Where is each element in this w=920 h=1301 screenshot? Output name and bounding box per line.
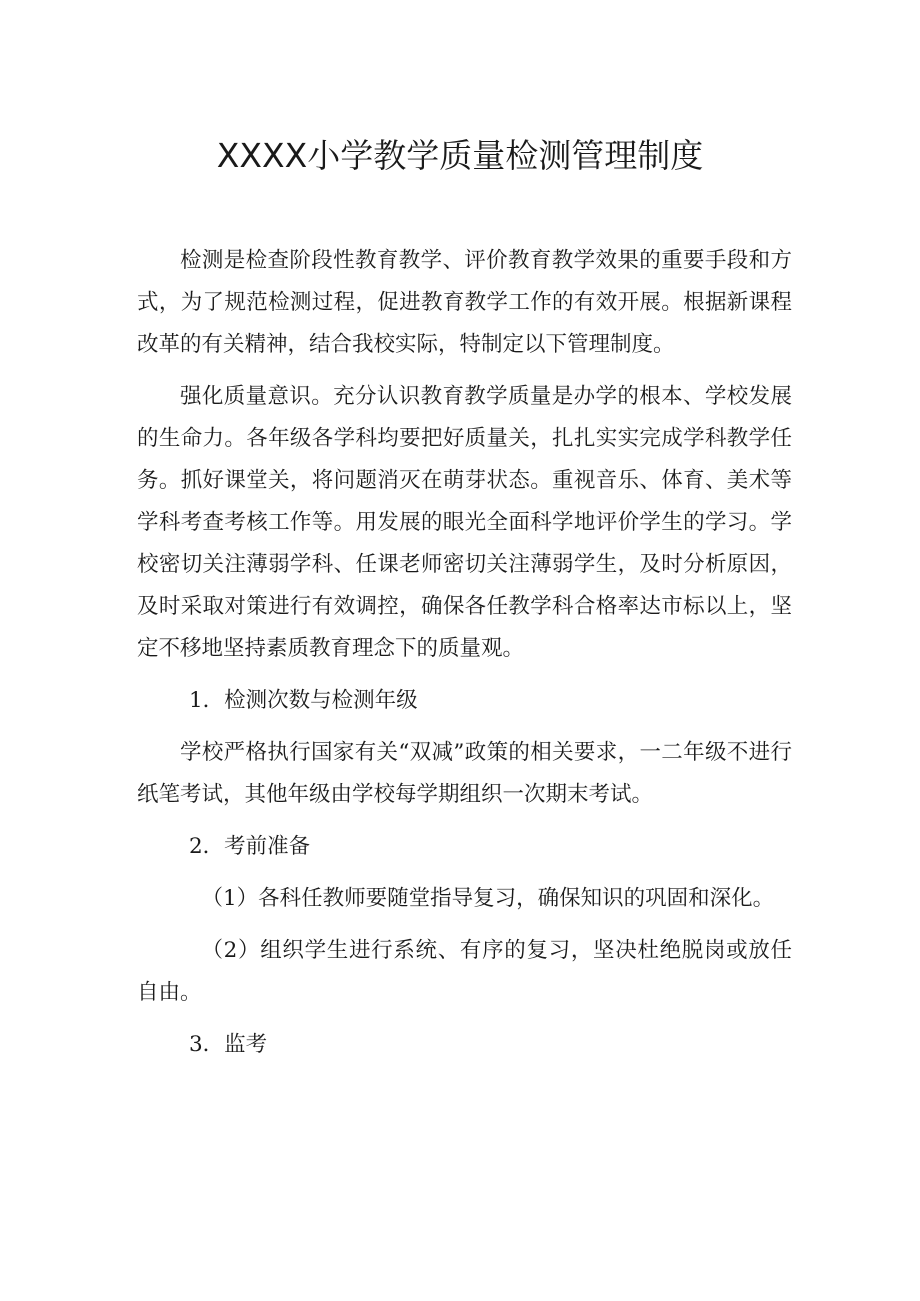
intro-paragraph: 检测是检查阶段性教育教学、评价教育教学效果的重要手段和方式，为了规范检测过程，促进教育教学工作的有效开展。根据新课程改革的有关精神，结合我校实际，特制定以下管理制度。 [137, 248, 792, 357]
document-title: XXXX小学教学质量检测管理制度 [216, 136, 704, 175]
section-2-heading: 2．考前准备 [189, 834, 311, 859]
section-2-item-1: （1）各科任教师要随堂指导复习，确保知识的巩固和深化。 [201, 886, 775, 911]
section-1-heading: 1．检测次数与检测年级 [189, 688, 418, 713]
document-body [137, 240, 792, 1066]
section-1-paragraph: 学校严格执行国家有关“双减”政策的相关要求，一二年级不进行纸笔考试，其他年级由学校每学期组织一次期末考试。 [137, 740, 792, 807]
section-3-heading: 3．监考 [189, 1032, 268, 1057]
section-2-item-2: （2）组织学生进行系统、有序的复习，坚决杜绝脱岗或放任自由。 [137, 938, 792, 1005]
quality-paragraph: 强化质量意识。充分认识教育教学质量是办学的根本、学校发展的生命力。各年级各学科均要把好质量关，扎扎实实完成学科教学任务。抓好课堂关，将问题消灭在萌芽状态。重视音乐、体育、美术等学科考查考核工作等。用发展的眼光全面科学地评价学生的学习。学校密切关注薄弱学科、任课老师密切关注薄弱学生，及时分析原因，及时采取对策进行有效调控，确保各任教学科合格率达市标以上，坚定不移地坚持素质教育理念下的质量观。 [137, 384, 792, 661]
